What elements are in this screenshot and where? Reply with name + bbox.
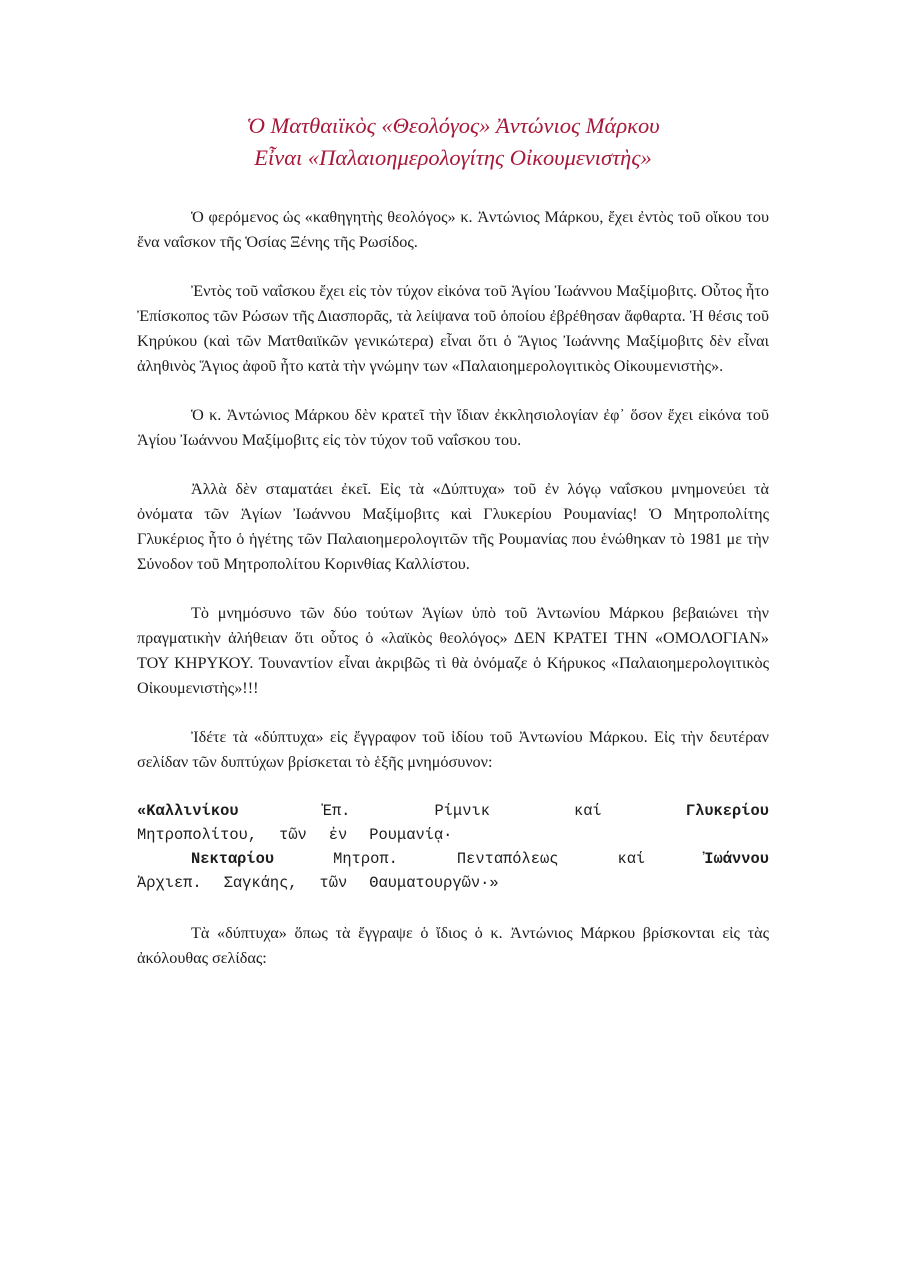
diptych-quote xyxy=(137,799,769,895)
quote-word: τῶν xyxy=(279,826,307,844)
quote-word: Ρίμνικ xyxy=(434,802,490,820)
paragraph-diptychs: Ἀλλὰ δὲν σταματάει ἐκεῖ. Εἰς τὰ «Δύπτυχα» τοῦ ἐν λόγῳ ναΐσκου μνημονεύει τὰ ὀνόματα τῶν Ἁγίων Ἰωάννου Μαξίμοβιτς καὶ Γλυκερίου Ρουμανίας! Ὁ Μητροπολίτης Γλυκέριος ἦτο ὁ ἡγέτης τῶν Παλαιοημερολογιτῶν τῆς Ρουμανίας που ἑνώθηκαν τὸ 1981 με τὴν Σύνοδον τοῦ Μητροπολίτου Κορινθίας Καλλίστου. xyxy=(137,480,769,573)
quote-word: Σαγκάης, xyxy=(223,874,298,892)
quote-word: τῶν xyxy=(319,874,348,892)
paragraph-icon: Ἐντὸς τοῦ ναΐσκου ἔχει εἰς τὸν τύχον εἰκόνα τοῦ Ἁγίου Ἰωάννου Μαξίμοβιτς. Οὗτος ἦτο Ἐπίσκοπος τῶν Ρώσων τῆς Διασπορᾶς, τὰ λείψανα τοῦ ὁποίου ἐβρέθησαν ἄφθαρτα. Ἡ θέσις τοῦ Κηρύκου (καὶ τῶν Ματθαιϊκῶν γενικώτερα) εἶναι ὅτι ὁ Ἅγιος Ἰωάννης Μαξίμοβιτς δὲν εἶναι ἀληθινὸς Ἅγιος ἀφοῦ ἦτο κατὰ τὴν γνώμην των «Παλαιοημερολογιτικὸς Οἰκουμενιστὴς». xyxy=(137,282,769,375)
quote-word: Νεκταρίου xyxy=(191,850,275,868)
paragraph-commemoration: Τὸ μνημόσυνο τῶν δύο τούτων Ἁγίων ὑπὸ τοῦ Ἀντωνίου Μάρκου βεβαιώνει τὴν πραγματικὴν ἀλήθειαν ὅτι οὗτος ὁ «λαϊκὸς θεολόγος» ΔΕΝ ΚΡΑΤΕΙ ΤΗΝ «ΟΜΟΛΟΓΙΑΝ» ΤΟΥ ΚΗΡΥΚΟΥ. Τουναντίον εἶναι ἀκριβῶς τὶ θὰ ὀνόμαζε ὁ Κήρυκος «Παλαιοημερολογιτικὸς Οἰκουμενιστὴς»!!! xyxy=(137,604,769,697)
quote-row-3 xyxy=(137,847,769,871)
quote-word: Μητροπ. xyxy=(333,850,398,868)
quote-word: Μητροπολίτου, xyxy=(137,826,258,844)
paragraph-closing: Τὰ «δύπτυχα» ὅπως τὰ ἔγγραψε ὁ ἴδιος ὁ κ. Ἀντώνιος Μάρκου βρίσκονται εἰς τὰς ἀκόλουθας σελίδας: xyxy=(137,924,769,967)
quote-word: ἐν xyxy=(328,826,348,844)
quote-word: καί xyxy=(574,802,602,820)
quote-row-1 xyxy=(137,799,769,823)
title-line-2: Εἶναι «Παλαιοημερολογίτης Οἰκουμενιστὴς» xyxy=(254,145,652,170)
quote-word: Ρουμανίᾳ· xyxy=(369,826,453,844)
paragraph-see-document: Ἰδέτε τὰ «δύπτυχα» εἰς ἔγγραφον τοῦ ἰδίου τοῦ Ἀντωνίου Μάρκου. Εἰς τὴν δευτέραν σελίδαν τῶν δυπτύχων βρίσκεται τὸ ἑξῆς μνημόσυνον: xyxy=(137,728,769,771)
document-page xyxy=(137,110,769,995)
paragraph-ecclesiology: Ὁ κ. Ἀντώνιος Μάρκου δὲν κρατεῖ τὴν ἴδιαν ἐκκλησιολογίαν ἐφ᾽ ὅσον ἔχει εἰκόνα τοῦ Ἁγίου Ἰωάννου Μαξίμοβιτς εἰς τὸν τύχον τοῦ ναΐσκου του. xyxy=(137,406,769,449)
title-line-1: Ὁ Ματθαιϊκὸς «Θεολόγος» Ἀντώνιος Μάρκου xyxy=(246,113,660,138)
quote-word: «Καλλινίκου xyxy=(137,802,239,820)
quote-word: Ἐπ. xyxy=(322,802,351,820)
quote-word: καί xyxy=(617,850,646,868)
quote-row-4 xyxy=(137,871,769,895)
paragraph-intro: Ὁ φερόμενος ὡς «καθηγητὴς θεολόγος» κ. Ἀντώνιος Μάρκου, ἔχει ἐντὸς τοῦ οἴκου του ἕνα ναΐσκον τῆς Ὁσίας Ξένης τῆς Ρωσίδος. xyxy=(137,208,769,251)
quote-word: Πενταπόλεως xyxy=(456,850,559,868)
quote-row-2 xyxy=(137,823,769,847)
document-title xyxy=(137,110,769,174)
quote-word: Ἀρχιεπ. xyxy=(137,874,202,892)
quote-word: Ἰωάννου xyxy=(704,850,769,868)
quote-word: Γλυκερίου xyxy=(685,802,769,820)
quote-word: Θαυματουργῶν·» xyxy=(369,874,499,892)
